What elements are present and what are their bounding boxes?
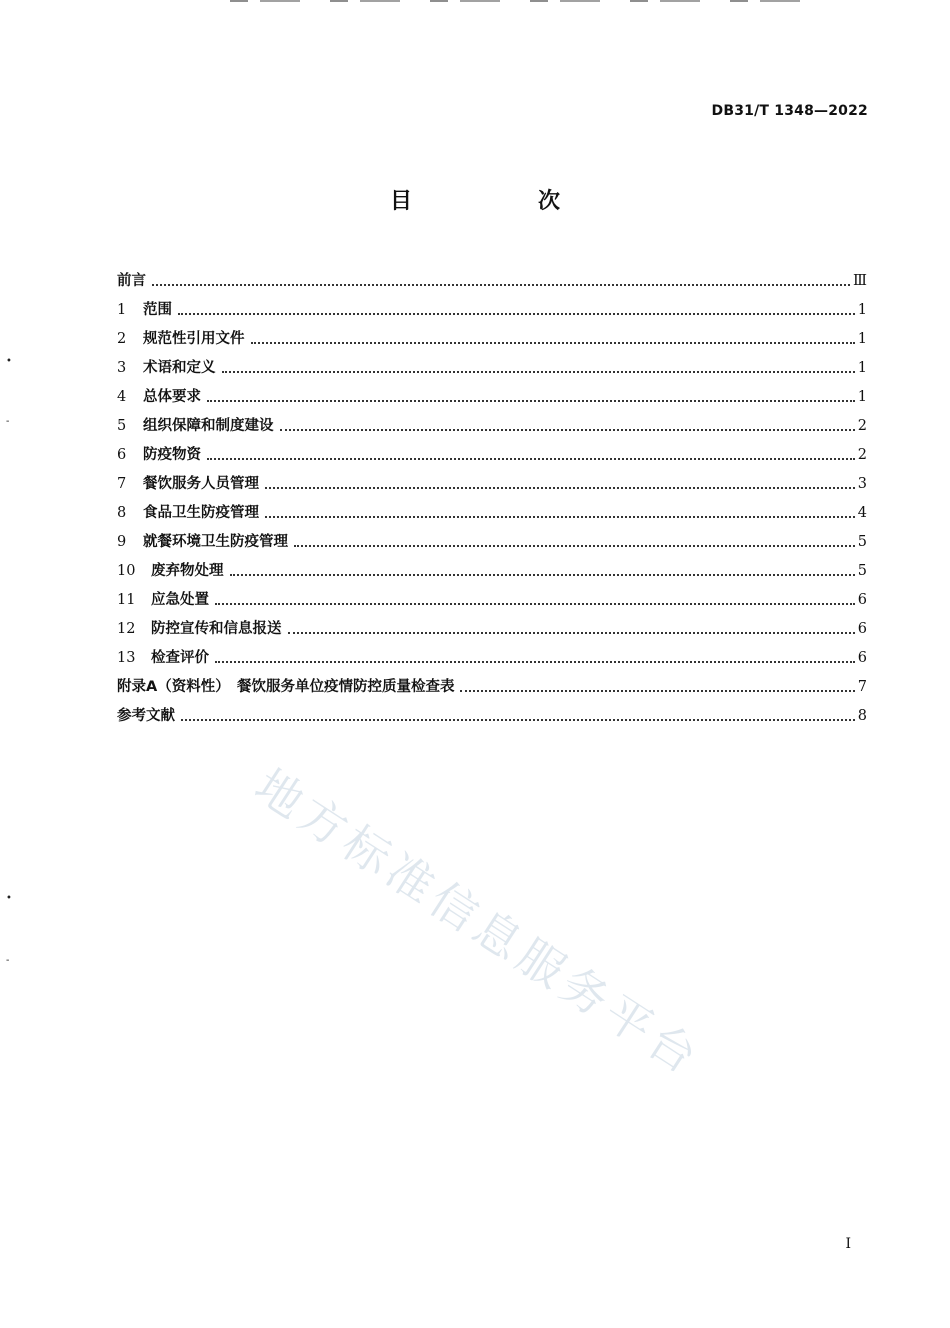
toc-entry-text: 附录A（资料性） 餐饮服务单位疫情防控质量检查表	[117, 679, 455, 695]
toc-entry-text: 参考文献	[117, 708, 175, 724]
scan-artifact-line	[230, 0, 810, 2]
toc-entry-text: 防控宣传和信息报送	[151, 621, 282, 637]
watermark: 地方标准信息服务平台	[245, 758, 712, 1087]
toc-page-number: 5	[857, 534, 867, 550]
binding-hole-mark: -	[6, 416, 10, 427]
toc-entry-text: 规范性引用文件	[143, 331, 245, 347]
toc-entry-number: 6	[117, 447, 127, 463]
toc-page-number: 1	[857, 331, 867, 347]
toc-entry-5[interactable]	[117, 407, 867, 436]
toc-entry-number: 1	[117, 302, 127, 318]
toc-page-number: 2	[857, 418, 867, 434]
toc-entry-3[interactable]	[117, 349, 867, 378]
toc-entry-2[interactable]	[117, 320, 867, 349]
toc-entry-number: 8	[117, 505, 127, 521]
toc-entry-9[interactable]	[117, 523, 867, 552]
toc-entry-10[interactable]	[117, 552, 867, 581]
toc-page-number: 1	[857, 360, 867, 376]
toc-leader-dots	[265, 487, 855, 489]
toc-entry-6[interactable]	[117, 436, 867, 465]
toc-entry-number: 9	[117, 534, 127, 550]
toc-entry-text: 食品卫生防疫管理	[143, 505, 259, 521]
toc-leader-dots	[215, 603, 855, 605]
toc-entry-text: 应急处置	[151, 592, 209, 608]
toc-leader-dots	[215, 661, 855, 663]
toc-entry-foreword[interactable]	[117, 262, 867, 291]
toc-leader-dots	[280, 429, 855, 431]
toc-entry-text: 前言	[117, 273, 146, 289]
toc-leader-dots	[288, 632, 855, 634]
toc-entry-text: 就餐环境卫生防疫管理	[143, 534, 288, 550]
toc-page-number: 4	[857, 505, 867, 521]
toc-page-number: 8	[857, 708, 867, 724]
toc-leader-dots	[207, 400, 855, 402]
toc-entry-4[interactable]	[117, 378, 867, 407]
toc-entry-text: 检查评价	[151, 650, 209, 666]
toc-entry-text: 组织保障和制度建设	[143, 418, 274, 434]
toc-entry-number: 10	[117, 563, 136, 579]
toc-leader-dots	[207, 458, 855, 460]
toc-entry-number: 7	[117, 476, 127, 492]
toc-leader-dots	[251, 342, 855, 344]
toc-entry-text: 范围	[143, 302, 172, 318]
toc-page-number: Ⅲ	[853, 273, 867, 289]
toc-entry-7[interactable]	[117, 465, 867, 494]
toc-leader-dots	[222, 371, 855, 373]
toc-page-number: 7	[857, 679, 867, 695]
toc-entry-11[interactable]	[117, 581, 867, 610]
toc-entry-number: 5	[117, 418, 127, 434]
toc-page-number: 2	[857, 447, 867, 463]
toc-page-number: 6	[857, 650, 867, 666]
toc-leader-dots	[230, 574, 855, 576]
toc-page-number: 6	[857, 621, 867, 637]
toc-page-number: 1	[857, 389, 867, 405]
binding-hole-mark: •	[6, 893, 12, 904]
toc-leader-dots	[152, 284, 850, 286]
toc-leader-dots	[181, 719, 855, 721]
standard-code: DB31/T 1348—2022	[711, 103, 868, 119]
toc-entry-text: 餐饮服务人员管理	[143, 476, 259, 492]
binding-hole-mark: -	[6, 955, 10, 966]
toc-entry-number: 4	[117, 389, 127, 405]
toc-entry-text: 废弃物处理	[151, 563, 224, 579]
toc-entry-number: 3	[117, 360, 127, 376]
toc-entry-text: 防疫物资	[143, 447, 201, 463]
toc-title: 目 次	[389, 189, 612, 214]
page-number: I	[845, 1236, 851, 1252]
toc-entry-1[interactable]	[117, 291, 867, 320]
toc-leader-dots	[178, 313, 855, 315]
toc-entry-references[interactable]	[117, 697, 867, 726]
toc-entry-appendix-a[interactable]	[117, 668, 867, 697]
toc-entry-text: 总体要求	[143, 389, 201, 405]
binding-hole-mark: •	[6, 356, 12, 367]
toc-entry-number: 13	[117, 650, 136, 666]
toc-page-number: 5	[857, 563, 867, 579]
toc-entry-13[interactable]	[117, 639, 867, 668]
toc-entry-text: 术语和定义	[143, 360, 216, 376]
toc-list	[117, 262, 867, 726]
toc-entry-number: 2	[117, 331, 127, 347]
toc-page-number: 6	[857, 592, 867, 608]
toc-leader-dots	[265, 516, 855, 518]
toc-entry-number: 11	[117, 592, 136, 608]
toc-page-number: 1	[857, 302, 867, 318]
toc-page-number: 3	[857, 476, 867, 492]
toc-entry-number: 12	[117, 621, 136, 637]
toc-entry-12[interactable]	[117, 610, 867, 639]
toc-leader-dots	[460, 690, 854, 692]
toc-leader-dots	[294, 545, 855, 547]
toc-entry-8[interactable]	[117, 494, 867, 523]
